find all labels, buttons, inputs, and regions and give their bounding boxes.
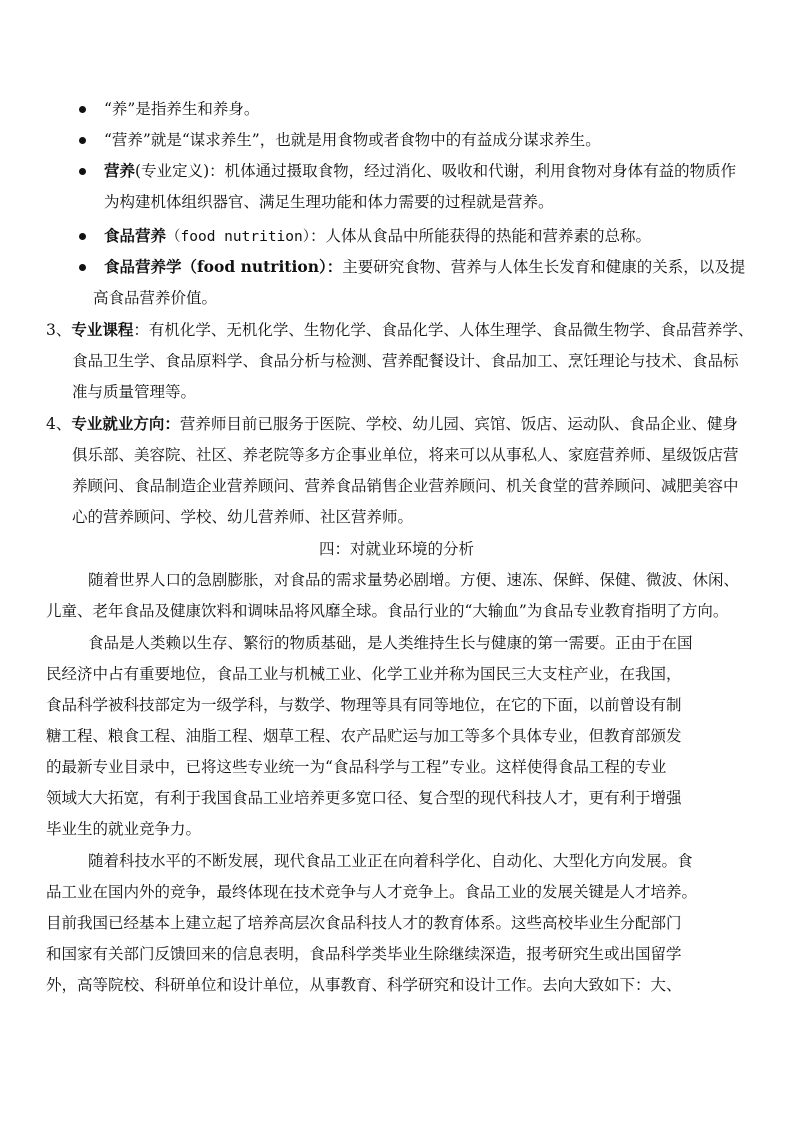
numbered-line: 准与质量管理等。	[72, 383, 197, 401]
paragraph-line: 随着世界人口的急剧膨胀，对食品的需求量势必剧增。方便、速冻、保鲜、保健、微波、休闲、	[88, 571, 740, 589]
paragraph-line: 品工业在国内外的竞争，最终体现在技术竞争与人才竞争上。食品工业的发展关键是人才培养。	[46, 883, 698, 901]
bullet-text-line	[104, 226, 764, 247]
bullet-dot-icon	[79, 264, 86, 271]
bullet-text: “营养”就是“谋求养生”，也就是用食物或者食物中的有益成分谋求养生。	[104, 131, 601, 149]
paragraph-line: 目前我国已经基本上建立起了培养高层次食品科技人才的教育体系。这些高校毕业生分配部门	[46, 914, 682, 932]
paragraph-line: 领域大大拓宽，有利于我国食品工业培养更多宽口径、复合型的现代科技人才，更有利于增强	[46, 789, 682, 807]
term-definition: ：人体从食品中所能获得的热能和营养素的总称。	[309, 227, 651, 245]
numbered-line: 养顾问、食品制造企业营养顾问、营养食品销售企业营养顾问、机关食堂的营养顾问、减肥美容中	[72, 477, 739, 495]
paragraph-line: 和国家有关部门反馈回来的信息表明，食品科学类毕业生除继续深造，报考研究生或出国留学	[46, 945, 682, 963]
bullet-dot-icon	[79, 233, 86, 240]
bullet-text: “养”是指养生和养身。	[104, 100, 260, 118]
term-label: 食品营养	[104, 226, 167, 245]
paragraph-line: 糖工程、粮食工程、油脂工程、烟草工程、农产品贮运与加工等多个具体专业，但教育部颁发	[46, 727, 682, 745]
paragraph-line: 食品科学被科技部定为一级学科，与数学、物理等具有同等地位，在它的下面，以前曾设有制	[46, 696, 682, 714]
paragraph-line: 儿童、老年食品及健康饮料和调味品将风靡全球。食品行业的“大输血”为食品专业教育指明了方向。	[46, 602, 729, 620]
item-number: 3、	[46, 321, 72, 339]
paragraph-line: 随着科技水平的不断发展，现代食品工业正在向着科学化、自动化、大型化方向发展。食	[88, 852, 693, 870]
numbered-line: 俱乐部、美容院、社区、养老院等多方企事业单位，将来可以从事私人、家庭营养师、星级饭店营	[72, 446, 739, 464]
numbered-line: 食品卫生学、食品原料学、食品分析与检测、营养配餐设计、食品加工、烹饪理论与技术、食品标	[72, 352, 739, 370]
paragraph-line: 食品是人类赖以生存、繁衍的物质基础，是人类维持生长与健康的第一需要。正由于在国	[88, 634, 693, 652]
term-english: （food nutrition）	[166, 229, 310, 245]
bullet-text-line: 高食品营养价值。	[93, 289, 218, 307]
section-title: 四：对就业环境的分析	[318, 540, 474, 558]
item-text: ：有机化学、无机化学、生物化学、食品化学、人体生理学、食品微生物学、食品营养学、	[133, 321, 754, 339]
bullet-dot-icon	[79, 137, 86, 144]
bullet-text-line	[104, 257, 769, 277]
term-definition: 主要研究食物、营养与人体生长发育和健康的关系，以及提	[342, 258, 746, 276]
paragraph-line: 毕业生的就业竞争力。	[46, 820, 202, 838]
term-definition: (专业定义)：机体通过摄取食物，经过消化、吸收和代谢，利用食物对身体有益的物质作	[135, 162, 737, 180]
bullet-dot-icon	[79, 106, 86, 113]
paragraph-line: 外，高等院校、科研单位和设计单位，从事教育、科学研究和设计工作。去向大致如下：大、	[46, 976, 682, 994]
item-label: 专业就业方向：	[71, 414, 180, 433]
bullet-text-line	[104, 161, 769, 181]
bullet-dot-icon	[79, 168, 86, 175]
bullet-text-line: 为构建机体组织器官、满足生理功能和体力需要的过程就是营养。	[104, 193, 554, 211]
term-label: 食品营养学（food nutrition）：	[104, 257, 343, 276]
paragraph-line: 的最新专业目录中，已将这些专业统一为“食品科学与工程”专业。这样使得食品工程的专业	[46, 758, 667, 776]
numbered-line: 心的营养顾问、学校、幼儿营养师、社区营养师。	[72, 508, 414, 526]
item-label: 专业课程	[71, 320, 134, 339]
term-label: 营养	[104, 161, 136, 180]
paragraph-line: 民经济中占有重要地位，食品工业与机械工业、化学工业并称为国民三大支柱产业，在我国，	[46, 665, 682, 683]
item-text: 营养师目前已服务于医院、学校、幼儿园、宾馆、饭店、运动队、食品企业、健身	[179, 415, 738, 433]
numbered-line	[46, 320, 766, 340]
item-number: 4、	[46, 415, 72, 433]
numbered-line	[46, 414, 766, 434]
